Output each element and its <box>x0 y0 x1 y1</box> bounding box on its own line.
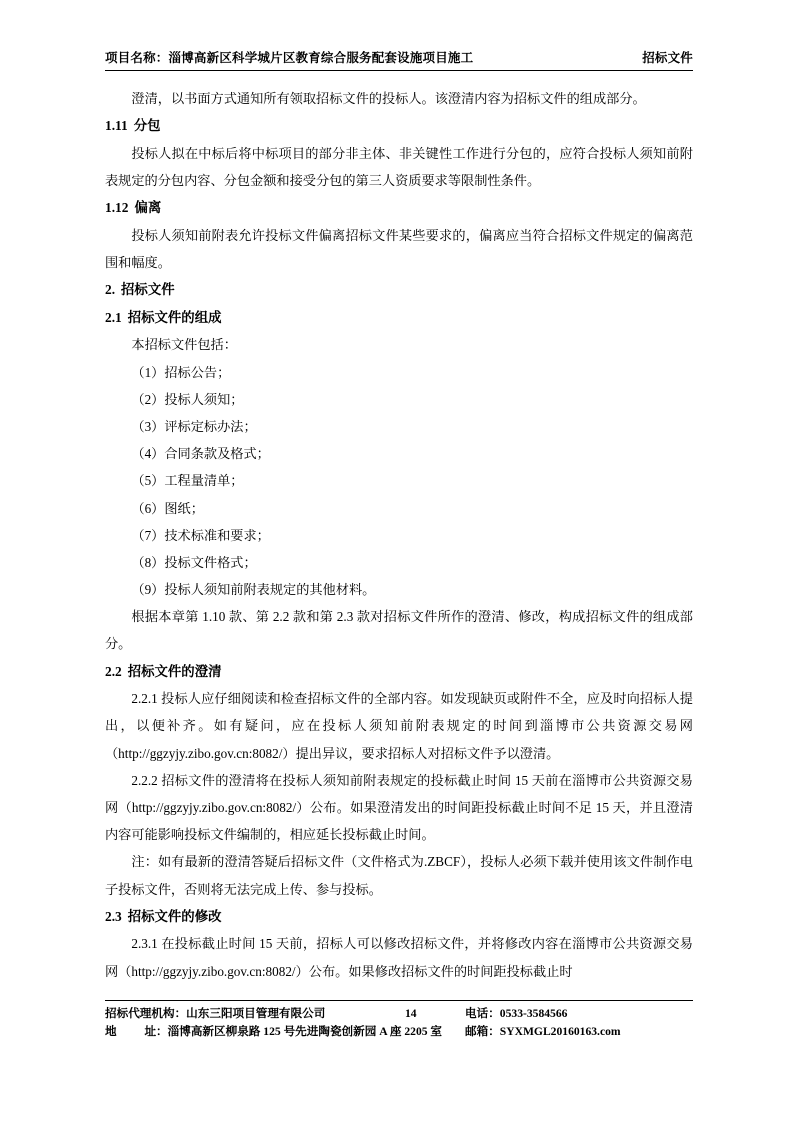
lead-paragraph: 澄清，以书面方式通知所有领取招标文件的投标人。该澄清内容为招标文件的组成部分。 <box>131 91 646 106</box>
footer-agency-label: 招标代理机构： <box>105 1007 187 1020</box>
heading-1-12 <box>105 194 693 222</box>
heading-2-1 <box>105 304 693 332</box>
heading-2-2-title: 招标文件的澄清 <box>127 663 222 679</box>
heading-1-12-number: 1.12 <box>105 200 129 216</box>
paragraph-2-2-note: 注：如有最新的澄清答疑后招标文件（文件格式为.ZBCF），投标人必须下载并使用该文件制作电子投标文件，否则将无法完成上传、参与投标。 <box>105 854 693 897</box>
footer-row <box>105 1005 693 1021</box>
footer-page-number: 14 <box>405 1007 417 1020</box>
header-project <box>105 48 473 66</box>
header-project-label: 项目名称： <box>105 51 169 65</box>
footer-address-label2: 址： <box>144 1025 168 1038</box>
heading-2-3 <box>105 903 693 931</box>
footer-agency-value: 山东三阳项目管理有限公司 <box>186 1007 326 1020</box>
heading-2-3-title: 招标文件的修改 <box>127 908 222 924</box>
heading-2-title: 招标文件 <box>121 282 175 298</box>
document-body <box>105 85 693 985</box>
heading-1-11 <box>105 112 693 140</box>
paragraph-2-1-intro: 本招标文件包括： <box>131 337 237 353</box>
list-item: （8）投标文件格式； <box>131 554 257 570</box>
heading-2-1-number: 2.1 <box>105 309 122 325</box>
heading-2-1-title: 招标文件的组成 <box>127 309 222 325</box>
list-item: （4）合同条款及格式； <box>131 446 270 462</box>
paragraph-2-2-1: 2.2.1 投标人应仔细阅读和检查招标文件的全部内容。如发现缺页或附件不全，应及时向招标人提出，以便补齐。如有疑问，应在投标人须知前附表规定的时间到淄博市公共资源交易网（http://ggzyjy.zibo.gov.cn:8082/）提出异议，要求招标人对招标文件予以澄清。 <box>105 691 693 761</box>
paragraph-2-1-after: 根据本章第 1.10 款、第 2.2 款和第 2.3 款对招标文件所作的澄清、修改，构成招标文件的组成部分。 <box>105 609 693 652</box>
footer-email <box>465 1023 693 1039</box>
footer-address <box>105 1023 443 1039</box>
footer-row <box>105 1023 693 1039</box>
heading-1-12-title: 偏离 <box>134 200 162 216</box>
list-item: （6）图纸； <box>131 500 204 516</box>
footer-address-value: 淄博高新区柳泉路 125 号先进陶瓷创新园 A 座 2205 室 <box>167 1025 443 1038</box>
header-doc-type: 招标文件 <box>642 51 693 65</box>
list-item: （1）招标公告； <box>131 364 231 380</box>
page-content <box>105 48 693 985</box>
list-item: （9）投标人须知前附表规定的其他材料。 <box>131 582 376 598</box>
page-footer <box>105 1000 693 1039</box>
list-item: （7）技术标准和要求； <box>131 527 270 543</box>
heading-2 <box>105 276 693 304</box>
footer-phone-label: 电话： <box>465 1007 500 1020</box>
heading-1-11-title: 分包 <box>133 118 161 134</box>
heading-2-number: 2. <box>105 282 116 298</box>
paragraph-2-3-1: 2.3.1 在投标截止时间 15 天前，招标人可以修改招标文件，并将修改内容在淄博市公共资源交易网（http://ggzyjy.zibo.gov.cn:8082/）公布。如果修改招标文件的时间距投标截止时 <box>105 936 693 979</box>
heading-1-11-number: 1.11 <box>105 118 128 134</box>
footer-email-value: SYXMGL20160163.com <box>499 1025 621 1038</box>
paragraph-1-11-1: 投标人拟在中标后将中标项目的部分非主体、非关键性工作进行分包的，应符合投标人须知前附表规定的分包内容、分包金额和接受分包的第三人资质要求等限制性条件。 <box>105 145 693 188</box>
list-item: （3）评标定标办法； <box>131 418 257 434</box>
heading-2-2-number: 2.2 <box>105 663 122 679</box>
footer-address-label: 地 <box>105 1025 117 1038</box>
header-project-name: 淄博高新区科学城片区教育综合服务配套设施项目施工 <box>168 51 474 65</box>
footer-phone-value: 0533-3584566 <box>499 1007 568 1020</box>
paragraph-2-2-2: 2.2.2 招标文件的澄清将在投标人须知前附表规定的投标截止时间 15 天前在淄博市公共资源交易网（http://ggzyjy.zibo.gov.cn:8082/）公布。如果澄清发出的时间距投标截止时间不足 15 天，并且澄清内容可能影响投标文件编制的，相应延长投标截止时间。 <box>105 772 693 843</box>
paragraph-1-12-1: 投标人须知前附表允许投标文件偏离招标文件某些要求的，偏离应当符合招标文件规定的偏离范围和幅度。 <box>105 227 693 270</box>
footer-phone <box>465 1005 693 1021</box>
footer-agency <box>105 1005 405 1021</box>
list-item: （2）投标人须知； <box>131 391 244 407</box>
footer-email-label: 邮箱： <box>465 1025 500 1038</box>
page-header <box>105 48 693 71</box>
heading-2-2 <box>105 658 693 686</box>
heading-2-3-number: 2.3 <box>105 908 122 924</box>
list-item: （5）工程量清单； <box>131 473 244 489</box>
